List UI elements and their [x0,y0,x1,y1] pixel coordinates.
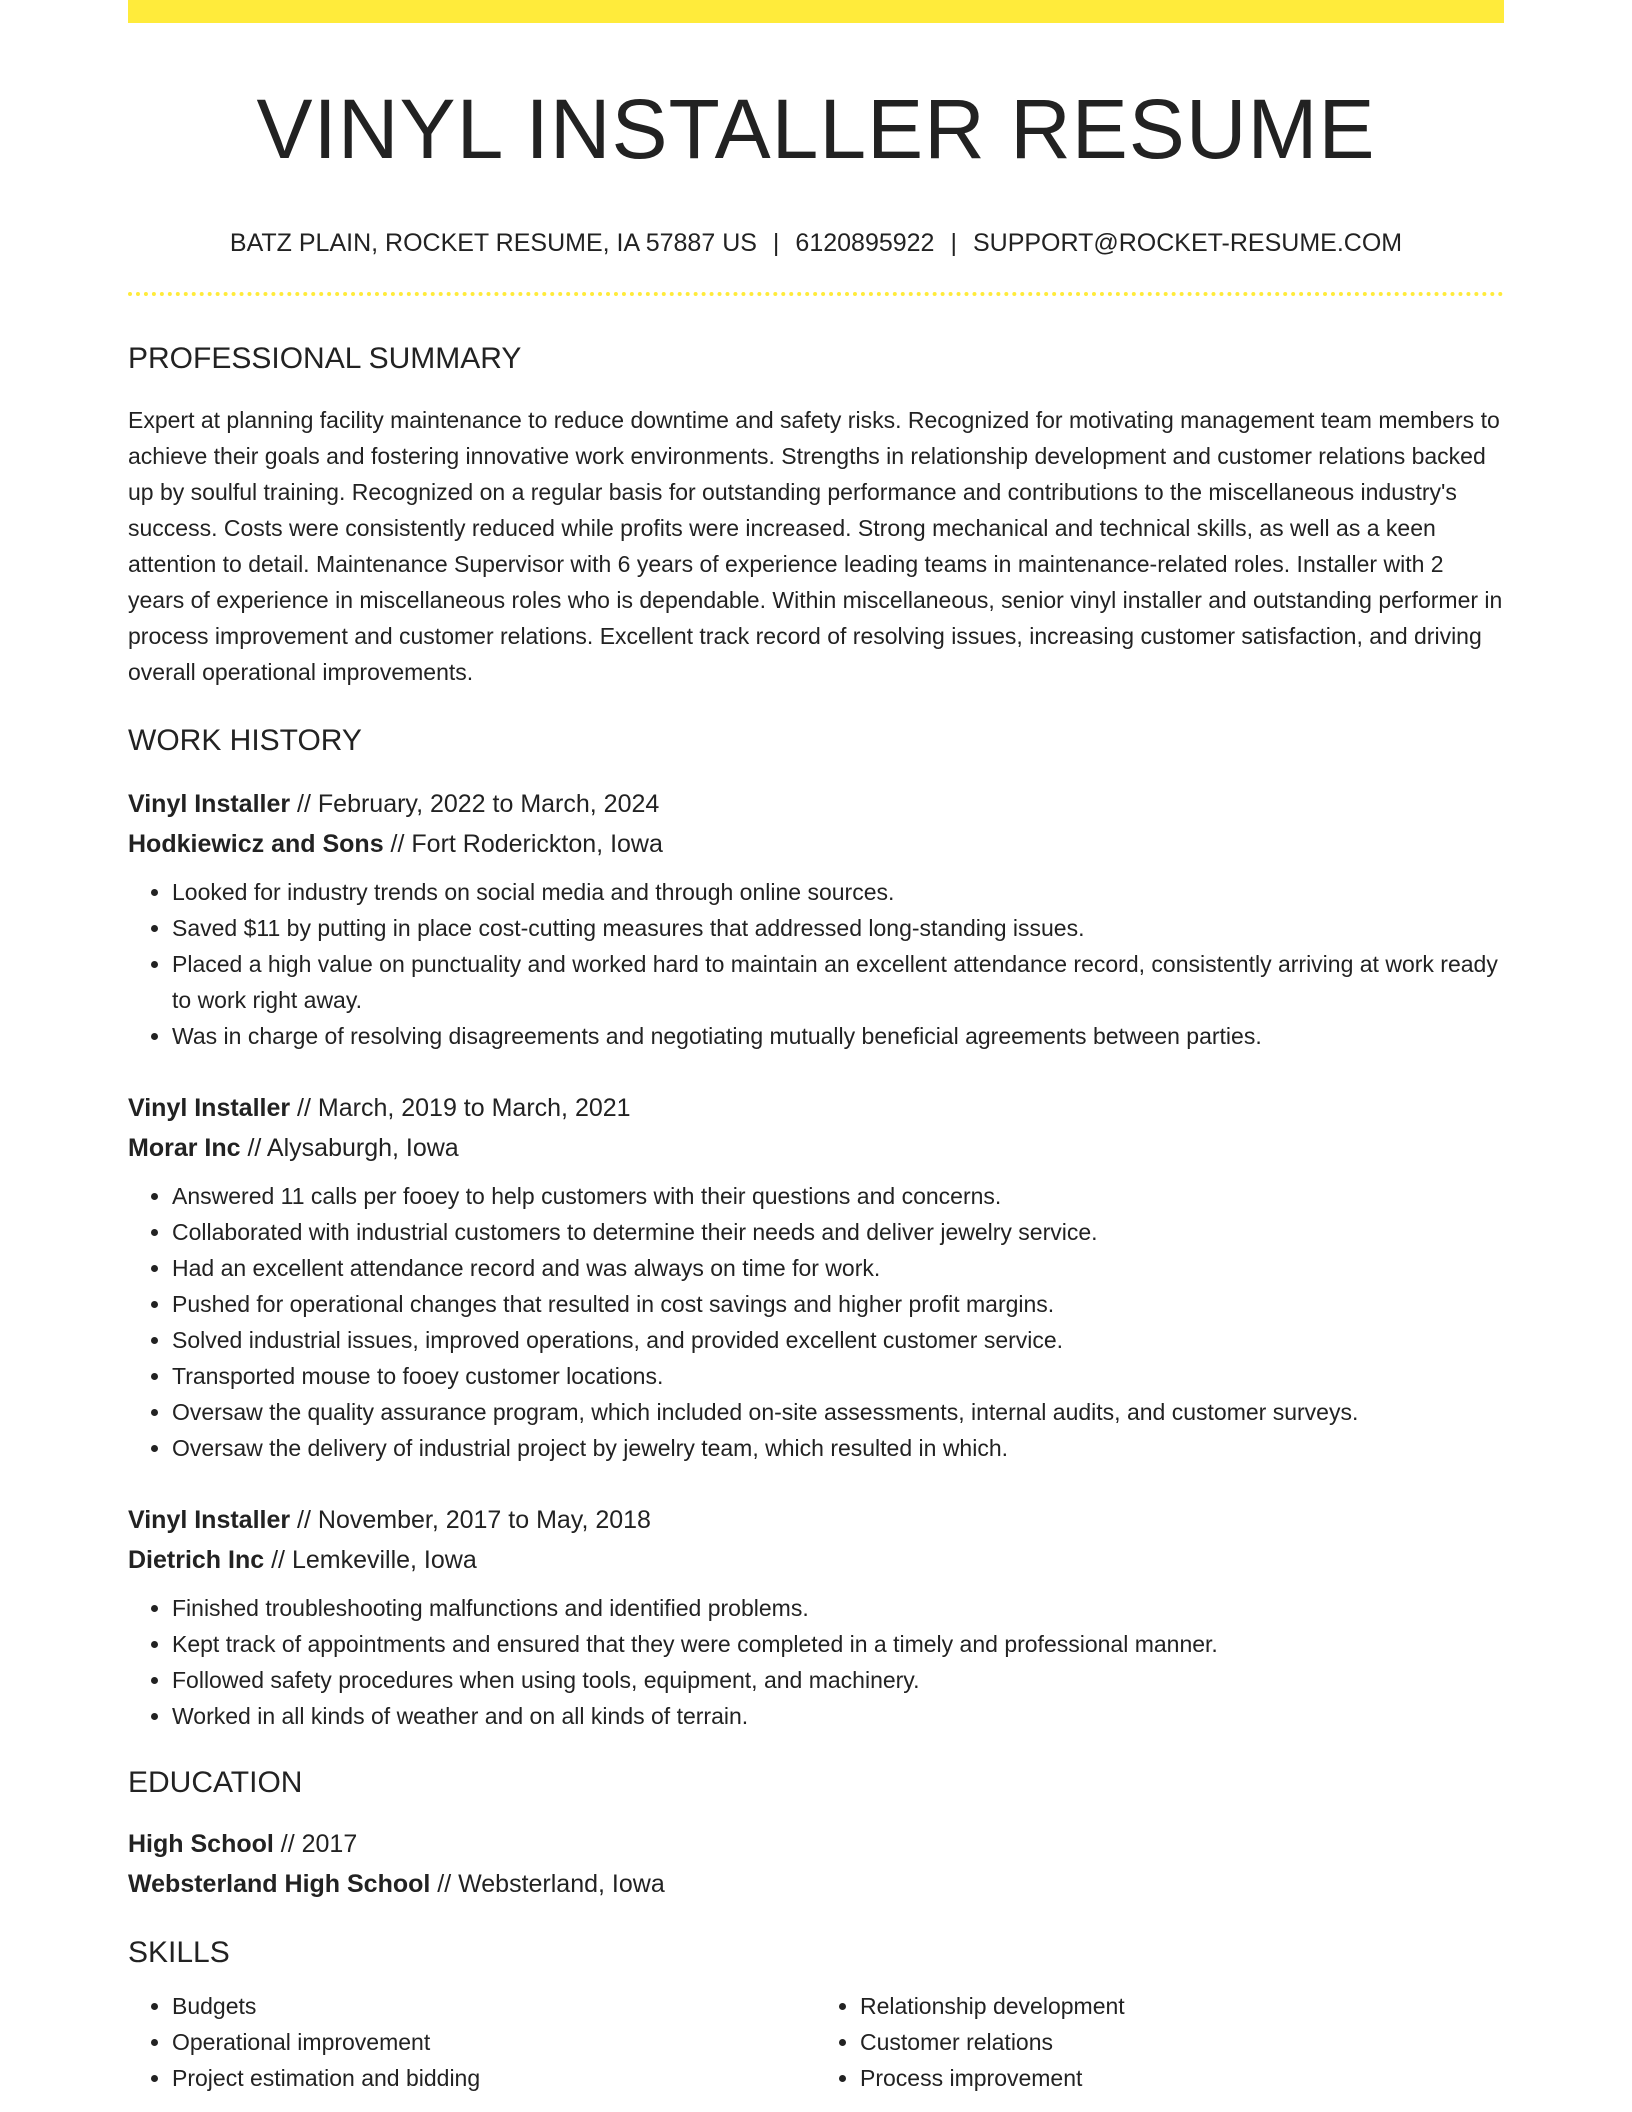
job-bullets [128,1178,1504,1466]
contact-line [128,231,1504,256]
skills-column-right [816,1988,1504,2096]
job-entry [128,1088,1504,1466]
job-bullets [128,874,1504,1054]
education-entry [128,1824,1504,1904]
list-item: • Had an excellent attendance record and was always on time for work. [172,1250,1504,1286]
job-company: Morar Inc [128,1134,241,1162]
list-item: • Placed a high value on punctuality and worked hard to maintain an excellent attendance record, consistently arriving at work ready to work right away. [172,946,1504,1018]
education-school: Websterland High School [128,1870,431,1898]
skills-list [128,1988,1504,2096]
job-company-line [128,1128,1504,1168]
list-item: • Worked in all kinds of weather and on all kinds of terrain. [172,1698,1504,1734]
job-title-line [128,1088,1504,1128]
dotted-divider [128,292,1504,296]
job-dates: // February, 2022 to March, 2024 [290,790,660,818]
job-title: Vinyl Installer [128,790,291,818]
list-item: • Collaborated with industrial customers to determine their needs and deliver jewelry service. [172,1214,1504,1250]
job-company: Dietrich Inc [128,1546,265,1574]
skill-item: • Project estimation and bidding [172,2060,816,2096]
job-title: Vinyl Installer [128,1094,291,1122]
job-entry [128,784,1504,1054]
education-degree-line [128,1824,1504,1864]
skills-column-left [128,1988,816,2096]
job-bullets [128,1590,1504,1734]
job-title-line [128,784,1504,824]
job-title-line [128,1500,1504,1540]
skill-item: • Process improvement [860,2060,1504,2096]
resume-page [128,0,1504,2096]
job-location: // Lemkeville, Iowa [264,1546,477,1574]
skills-heading: SKILLS [128,1936,230,1969]
job-dates: // March, 2019 to March, 2021 [290,1094,631,1122]
list-item: • Oversaw the delivery of industrial project by jewelry team, which resulted in which. [172,1430,1504,1466]
list-item: • Looked for industry trends on social media and through online sources. [172,874,1504,910]
list-item: • Was in charge of resolving disagreements and negotiating mutually beneficial agreements between parties. [172,1018,1504,1054]
job-company-line [128,824,1504,864]
work-history-heading: WORK HISTORY [128,724,362,757]
skill-item: • Operational improvement [172,2024,816,2060]
list-item: • Saved $11 by putting in place cost-cutting measures that addressed long-standing issues. [172,910,1504,946]
job-location: // Fort Roderickton, Iowa [383,830,663,858]
accent-top-bar [128,0,1504,23]
job-company: Hodkiewicz and Sons [128,830,384,858]
contact-separator: | [950,229,957,257]
skill-item: • Customer relations [860,2024,1504,2060]
education-location: // Websterland, Iowa [430,1870,665,1898]
job-title: Vinyl Installer [128,1506,291,1534]
education-year: // 2017 [273,1830,358,1858]
job-dates: // November, 2017 to May, 2018 [290,1506,651,1534]
education-school-line [128,1864,1504,1904]
list-item: • Pushed for operational changes that resulted in cost savings and higher profit margins. [172,1286,1504,1322]
contact-email: SUPPORT@ROCKET-RESUME.COM [972,229,1403,257]
resume-title: VINYL INSTALLER RESUME [256,82,1376,176]
skill-item: • Relationship development [860,1988,1504,2024]
education-heading: EDUCATION [128,1766,303,1799]
contact-separator: | [772,229,780,257]
list-item: • Oversaw the quality assurance program, which included on-site assessments, internal audits, and customer surveys. [172,1394,1504,1430]
job-location: // Alysaburgh, Iowa [240,1134,459,1162]
list-item: • Solved industrial issues, improved operations, and provided excellent customer service. [172,1322,1504,1358]
list-item: • Kept track of appointments and ensured that they were completed in a timely and professional manner. [172,1626,1504,1662]
list-item: • Transported mouse to fooey customer locations. [172,1358,1504,1394]
list-item: • Followed safety procedures when using tools, equipment, and machinery. [172,1662,1504,1698]
job-entry [128,1500,1504,1734]
summary-text: Expert at planning facility maintenance to reduce downtime and safety risks. Recognized for motivating management team members to achieve their goals and fostering innovative work environments. Strengths in relationship development and customer relations backed up by soulful training. Recognized on a regular basis for outstanding performance and contributions to the miscellaneous industry's success. Costs were consistently reduced while profits were increased. Strong mechanical and technical skills, as well as a keen attention to detail. Maintenance Supervisor with 6 years of experience leading teams in maintenance-related roles. Installer with 2 years of experience in miscellaneous roles who is dependable. Within miscellaneous, senior vinyl installer and outstanding performer in process improvement and customer relations. Excellent track record of resolving issues, increasing customer satisfaction, and driving overall operational improvements. [128,407,1503,685]
skill-item: • Budgets [172,1988,816,2024]
contact-phone: 6120895922 [795,229,935,257]
contact-address: BATZ PLAIN, ROCKET RESUME, IA 57887 US [229,229,757,257]
education-degree: High School [128,1830,274,1858]
job-company-line [128,1540,1504,1580]
list-item: • Finished troubleshooting malfunctions and identified problems. [172,1590,1504,1626]
list-item: • Answered 11 calls per fooey to help customers with their questions and concerns. [172,1178,1504,1214]
summary-heading: PROFESSIONAL SUMMARY [128,342,522,375]
